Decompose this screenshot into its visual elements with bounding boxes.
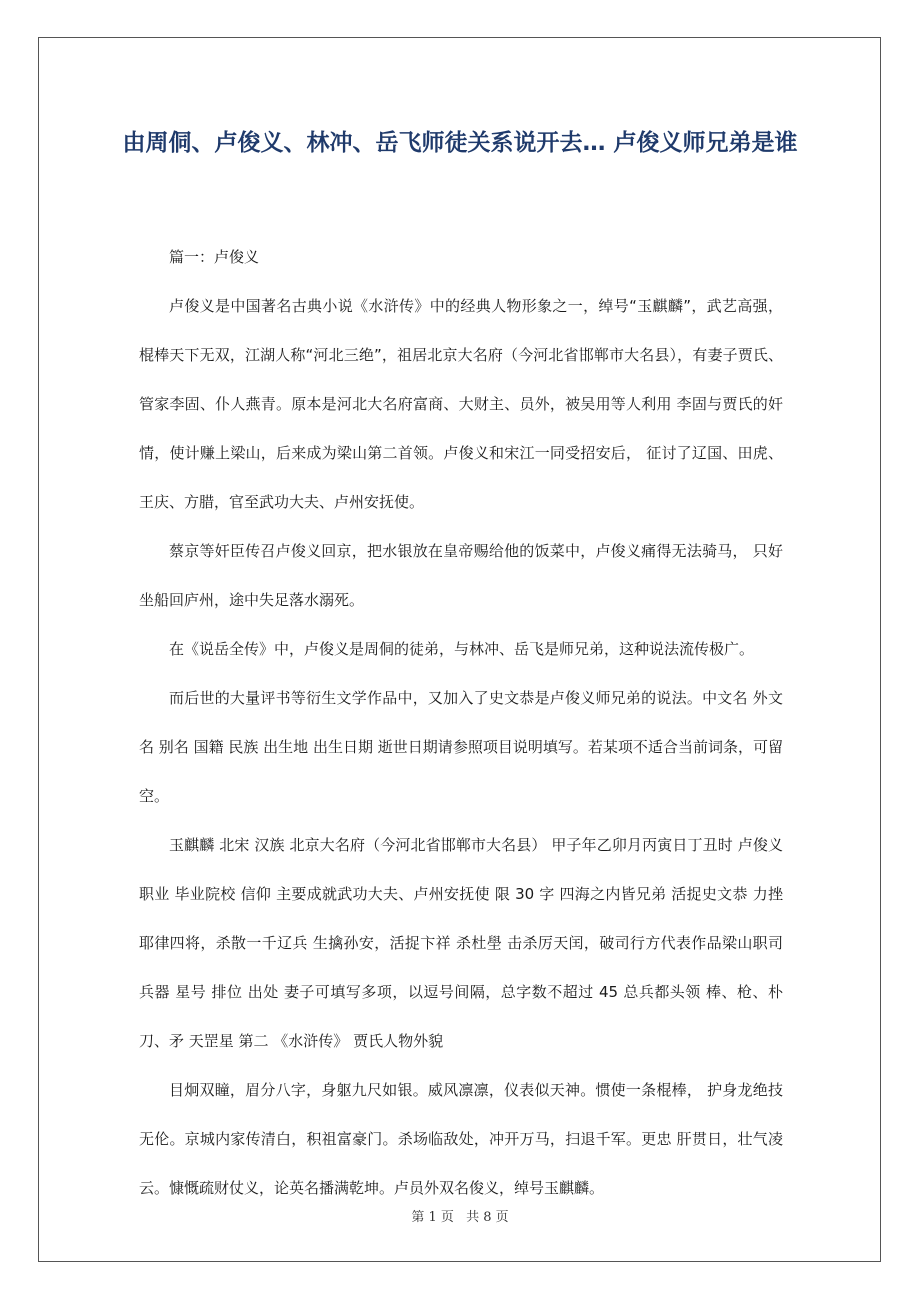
paragraph: 蔡京等奸臣传召卢俊义回京，把水银放在皇帝赐给他的饭菜中，卢俊义痛得无法骑马， 只好坐船回庐州，途中失足落水溺死。 [139,542,783,609]
paragraph: 目炯双瞳，眉分八字，身躯九尺如银。威风凛凛，仪表似天神。惯使一条棍棒， 护身龙绝技无伦。京城内家传清白，积祖富豪门。杀场临敌处，冲开万马，扫退千军。更忠 肝贯日，壮气凌云。慷慨疏财仗义，论英名播满乾坤。卢员外双名俊义，绰号玉麒麟。 [139,1081,783,1197]
section-heading: 篇一：卢俊义 [169,248,260,266]
page-footer [0,1206,920,1225]
paragraph: 卢俊义是中国著名古典小说《水浒传》中的经典人物形象之一，绰号“玉麒麟”，武艺高强，棍棒天下无双，江湖人称“河北三绝”，祖居北京大名府（今河北省邯郸市大名县），有妻子贾氏、管家李固、仆人燕青。原本是河北大名府富商、大财主、员外，被吴用等人利用 李固与贾氏的奸情，使计赚上梁山，后来成为梁山第二首领。卢俊义和宋江一同受招安后， 征讨了辽国、田虎、王庆、方腊，官至武功大夫、卢州安抚使。 [139,297,783,511]
paragraph: 在《说岳全传》中，卢俊义是周侗的徒弟，与林冲、岳飞是师兄弟，这种说法流传极广。 [169,640,755,658]
paragraph: 玉麒麟 北宋 汉族 北京大名府（今河北省邯郸市大名县） 甲子年乙卯月丙寅日丁丑时 卢俊义职业 毕业院校 信仰 主要成就武功大夫、卢州安抚使 限 30 字 四海之内皆兄弟 活捉史文恭 力挫耶律四将，杀散一千辽兵 生擒孙安，活捉卞祥 杀杜壆 击杀厉天闰，破司行方代表作品梁山职司 兵器 星号 排位 出处 妻子可填写多项，以逗号间隔，总字数不超过 45 总兵都头领 棒、枪、朴刀、矛 天罡星 第二 《水浒传》 贾氏人物外貌 [139,836,783,1050]
page-number: 第 1 页 [411,1210,454,1225]
paragraph: 而后世的大量评书等衍生文学作品中，又加入了史文恭是卢俊义师兄弟的说法。中文名 外文名 别名 国籍 民族 出生地 出生日期 逝世日期请参照项目说明填写。若某项不适合当前词条，可留空。 [139,689,783,805]
document-body [139,233,783,1213]
page-total: 共 8 页 [466,1210,509,1225]
document-title: 由周侗、卢俊义、林冲、岳飞师徒关系说开去… 卢俊义师兄弟是谁 [122,130,798,156]
